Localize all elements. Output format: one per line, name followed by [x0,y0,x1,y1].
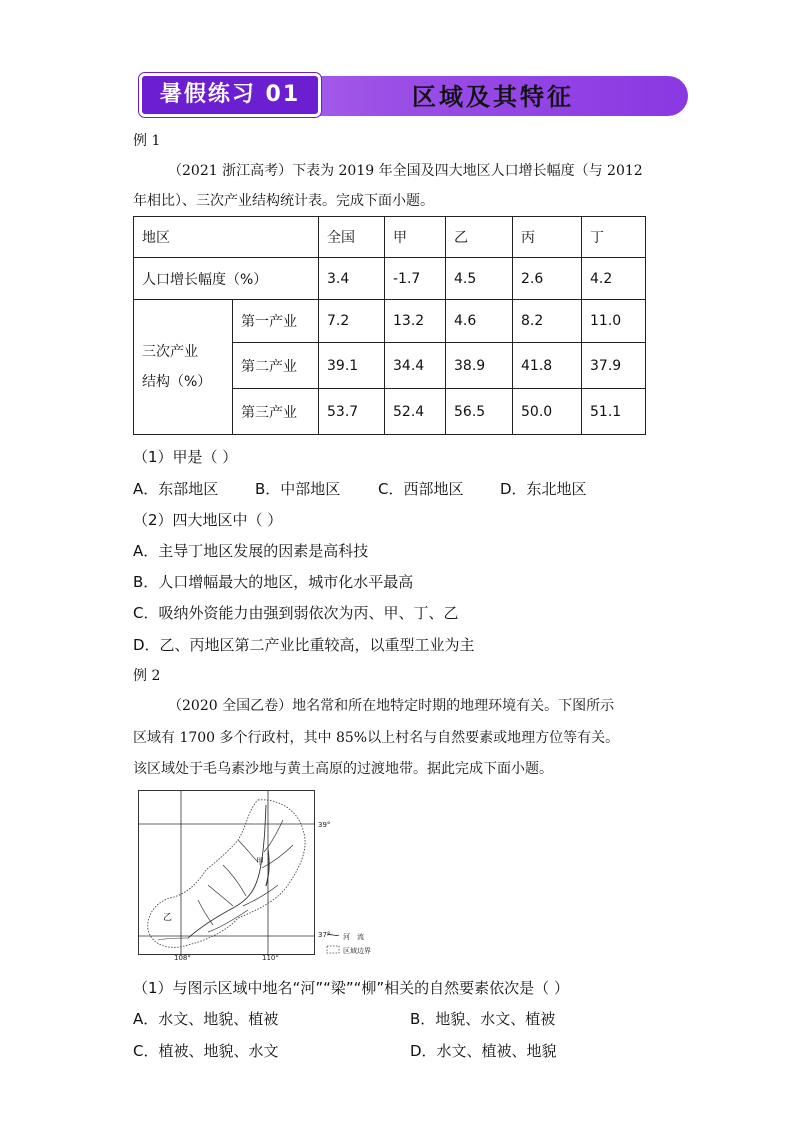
table-cell: 52.4 [385,389,446,435]
table-cell: 地区 [134,217,319,258]
table-cell: 39.1 [319,343,385,389]
table-cell [134,300,233,435]
option-a: A．东部地区 [133,480,219,498]
table-cell: 甲 [385,217,446,258]
table-cell: 丙 [513,217,582,258]
table-cell: 人口增长幅度（%） [134,258,319,300]
legend-river-label: 河 流 [343,933,364,941]
table-cell: 4.6 [446,300,513,343]
question-1-2: （2）四大地区中（ ） [133,511,283,529]
table-cell: 56.5 [446,389,513,435]
exercise-tag: 暑假练习 01 [139,73,321,117]
stats-table [133,216,646,435]
example-2-label: 例 2 [133,668,161,684]
question-1-1: （1）甲是（ ） [133,448,238,466]
example-2-intro-line1: （2020 全国乙卷）地名常和所在地特定时期的地理环境有关。下图所示 [168,698,615,714]
table-cell: 4.2 [582,258,646,300]
table-cell: 第三产业 [233,389,319,435]
place-label-jia: 甲 [256,857,264,866]
option-b: B．中部地区 [255,480,341,498]
table-cell: 第二产业 [233,343,319,389]
table-cell: 2.6 [513,258,582,300]
option-a: A．水文、地貌、植被 [133,1010,279,1028]
table-cell: 38.9 [446,343,513,389]
table-cell: 53.7 [319,389,385,435]
table-cell: 7.2 [319,300,385,343]
table-cell: 8.2 [513,300,582,343]
struct-label-1: 三次产业 [142,344,198,360]
table-row [134,258,646,300]
question-2-1: （1）与图示区域中地名“河”“梁”“柳”相关的自然要素依次是（ ） [133,979,569,997]
table-cell: 11.0 [582,300,646,343]
option-b: B．地貌、水文、植被 [410,1010,556,1028]
legend-boundary-label: 区域边界 [343,947,371,955]
table-cell: 50.0 [513,389,582,435]
lat-label-top: 39° [318,821,331,829]
option-c: C．吸纳外资能力由强到弱依次为丙、甲、丁、乙 [133,604,459,622]
option-c: C．植被、地貌、水文 [133,1042,279,1060]
table-cell: 全国 [319,217,385,258]
option-c: C．西部地区 [378,480,464,498]
table-cell: 3.4 [319,258,385,300]
table-cell: -1.7 [385,258,446,300]
table-cell: 37.9 [582,343,646,389]
lon-label-right: 110° [262,954,279,960]
lat-label-bottom: 37° [318,931,331,939]
table-cell: 4.5 [446,258,513,300]
page-title: 区域及其特征 [412,83,574,111]
region-map [138,790,388,960]
table-row [134,300,646,343]
table-cell: 第一产业 [233,300,319,343]
example-1-label: 例 1 [133,133,161,149]
table-cell: 51.1 [582,389,646,435]
table-cell: 丁 [582,217,646,258]
table-header-row [134,217,646,258]
example-1-intro-line2: 年相比）、三次产业结构统计表。完成下面小题。 [133,193,434,209]
example-1-intro-line1: （2021 浙江高考）下表为 2019 年全国及四大地区人口增长幅度（与 2012 [168,163,643,179]
option-a: A．主导丁地区发展的因素是高科技 [133,542,369,560]
option-d: D．乙、丙地区第二产业比重较高，以重型工业为主 [133,636,475,654]
place-label-yi: 乙 [163,913,173,923]
table-cell: 34.4 [385,343,446,389]
table-cell: 41.8 [513,343,582,389]
option-d: D．水文、植被、地貌 [410,1042,557,1060]
example-2-intro-line3: 该区域处于毛乌素沙地与黄土高原的过渡地带。据此完成下面小题。 [133,761,553,777]
option-b: B．人口增幅最大的地区，城市化水平最高 [133,573,414,591]
lon-label-left: 108° [174,954,191,960]
table-cell: 13.2 [385,300,446,343]
example-2-intro-line2: 区域有 1700 多个行政村，其中 85%以上村名与自然要素或地理方位等有关。 [133,730,620,746]
option-d: D．东北地区 [500,480,587,498]
struct-label-2: 结构（%） [142,374,212,390]
table-cell: 乙 [446,217,513,258]
